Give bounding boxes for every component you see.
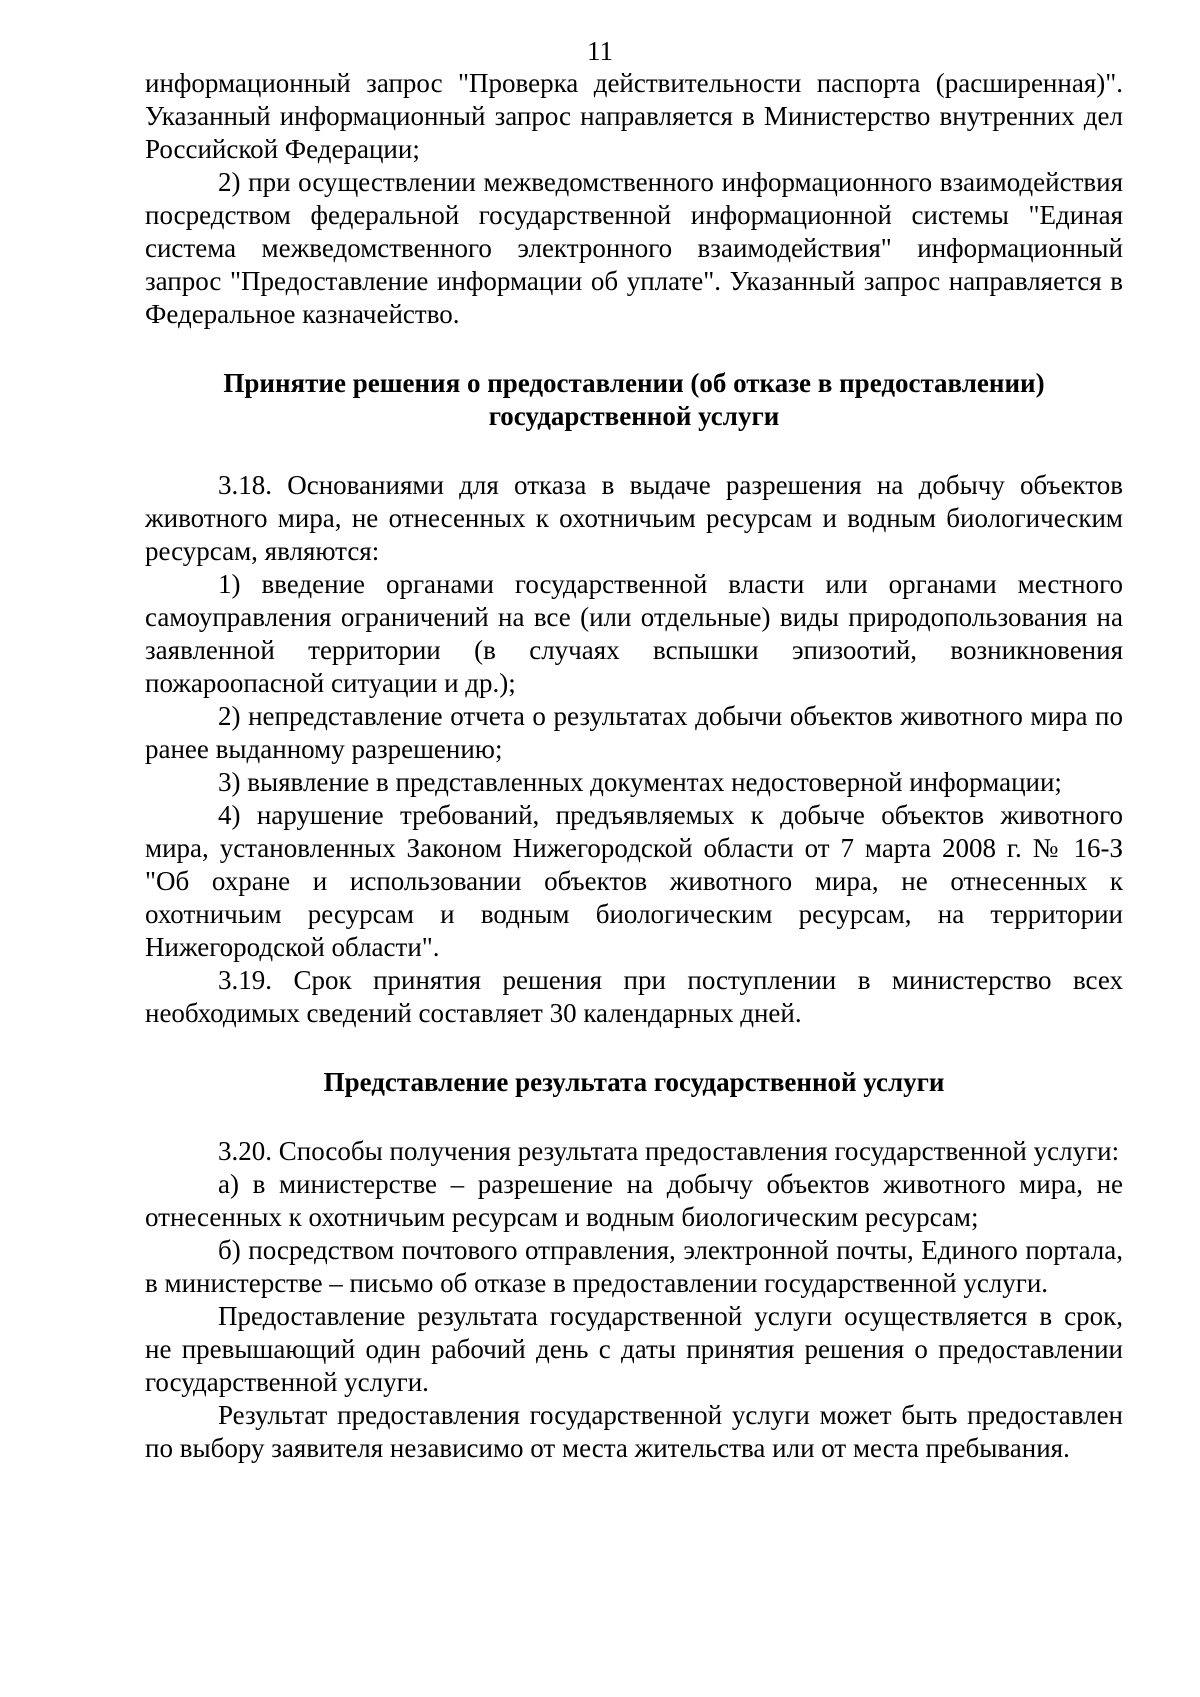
paragraph-3-18-item-2: 2) непредставление отчета о результатах добычи объектов животного мира по ранее выданному разрешению; — [145, 701, 1123, 764]
spacer — [145, 331, 1123, 367]
heading-line: Представление результата государственной услуги — [323, 1067, 945, 1097]
paragraph-passport-request: информационный запрос "Проверка действительности паспорта (расширенная)". Указанный информационный запрос направляется в Министерство внутренних дел Российской Федерации; — [145, 68, 1123, 164]
section-heading-result — [145, 1066, 1123, 1099]
page-number: 11 — [587, 36, 613, 66]
spacer — [145, 433, 1123, 469]
document-body — [145, 67, 1123, 1465]
paragraph-3-20-item-b: б) посредством почтового отправления, электронной почты, Единого портала, в министерстве – письмо об отказе в предоставлении государственной услуги. — [145, 1235, 1123, 1298]
paragraph-3-19: 3.19. Срок принятия решения при поступлении в министерство всех необходимых сведений составляет 30 календарных дней. — [145, 965, 1123, 1028]
paragraph-3-18-item-1: 1) введение органами государственной власти или органами местного самоуправления ограничений на все (или отдельные) виды природопользования на заявленной территории (в случаях вспышки эпизоотий, возникновения пожароопасной ситуации и др.); — [145, 569, 1123, 698]
paragraph-result-term: Предоставление результата государственной услуги осуществляется в срок, не превышающий один рабочий день с даты принятия решения о предоставлении государственной услуги. — [145, 1301, 1123, 1397]
section-heading-decision — [145, 367, 1123, 433]
spacer — [145, 1030, 1123, 1066]
paragraph-3-20: 3.20. Способы получения результата предоставления государственной услуги: — [218, 1136, 1120, 1166]
heading-line: государственной услуги — [488, 401, 780, 431]
paragraph-3-18: 3.18. Основаниями для отказа в выдаче разрешения на добычу объектов животного мира, не отнесенных к охотничьим ресурсам и водным биологическим ресурсам, являются: — [145, 470, 1123, 566]
paragraph-3-18-item-4: 4) нарушение требований, предъявляемых к добыче объектов животного мира, установленных Законом Нижегородской области от 7 марта 2008 г. № 16-З "Об охране и использовании объектов животного мира, не отнесенных к охотничьим ресурсам и водным биологическим ресурсам, на территории Нижегородской области". — [145, 800, 1123, 962]
paragraph-result-place: Результат предоставления государственной услуги может быть предоставлен по выбору заявителя независимо от места жительства или от места пребывания. — [145, 1400, 1123, 1463]
paragraph-item-2-treasury: 2) при осуществлении межведомственного информационного взаимодействия посредством федеральной государственной информационной системы "Единая система межведомственного электронного взаимодействия" информационный запрос "Предоставление информации об уплате". Указанный запрос направляется в Федеральное казначейство. — [145, 167, 1123, 329]
paragraph-3-20-item-a: а) в министерстве – разрешение на добычу объектов животного мира, не отнесенных к охотничьим ресурсам и водным биологическим ресурсам; — [145, 1169, 1123, 1232]
paragraph-3-18-item-3: 3) выявление в представленных документах недостоверной информации; — [218, 767, 1062, 797]
spacer — [145, 1099, 1123, 1135]
heading-line: Принятие решения о предоставлении (об отказе в предоставлении) — [223, 368, 1045, 398]
